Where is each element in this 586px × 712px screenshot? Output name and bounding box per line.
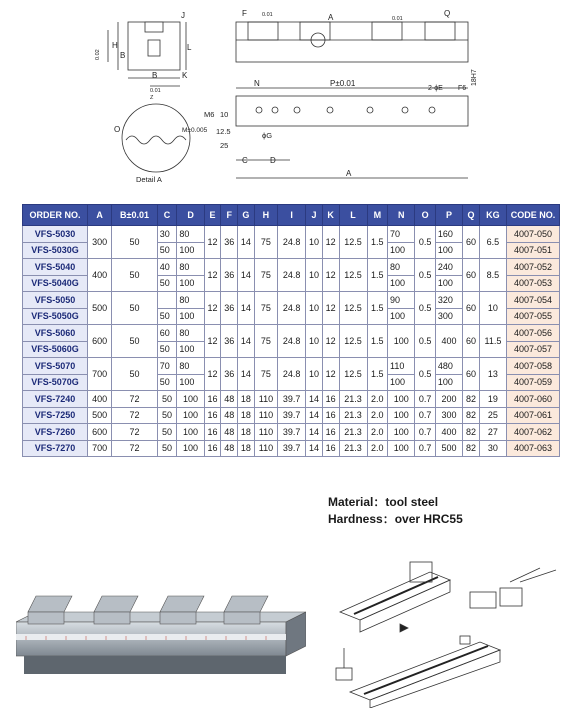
col-header: KG <box>479 205 506 226</box>
table-cell: 1.5 <box>367 226 387 259</box>
col-header: E <box>204 205 221 226</box>
col-header: I <box>278 205 306 226</box>
table-cell: 60 <box>463 325 480 358</box>
table-cell: 16 <box>322 407 339 424</box>
table-cell: 0.7 <box>415 391 435 408</box>
table-cell: 4007-054 <box>507 292 560 309</box>
table-cell: 500 <box>88 292 112 325</box>
table-cell: 100 <box>435 374 462 391</box>
table-cell: 40 <box>157 259 177 276</box>
table-cell: 10 <box>479 292 506 325</box>
table-cell: VFS-5060G <box>23 341 88 358</box>
col-header: CODE NO. <box>507 205 560 226</box>
col-header: C <box>157 205 177 226</box>
table-cell: 12.5 <box>339 292 367 325</box>
table-cell: 2.0 <box>367 424 387 441</box>
table-cell: 36 <box>221 259 238 292</box>
col-header: A <box>88 205 112 226</box>
table-cell: 75 <box>254 226 277 259</box>
col-header: Q <box>463 205 480 226</box>
table-cell: 12 <box>204 226 221 259</box>
table-cell: 16 <box>204 407 221 424</box>
table-cell: 320 <box>435 292 462 309</box>
table-cell: 100 <box>177 308 204 325</box>
table-cell: 14 <box>238 292 255 325</box>
table-cell: 24.8 <box>278 226 306 259</box>
dim-k: K <box>182 71 188 80</box>
table-cell: 2.0 <box>367 440 387 457</box>
table-cell: 12.5 <box>339 325 367 358</box>
label-a-top: A <box>328 13 334 22</box>
table-cell: VFS-5030 <box>23 226 88 243</box>
table-cell: 13 <box>479 358 506 391</box>
table-cell: 18 <box>238 391 255 408</box>
table-cell: 18 <box>238 424 255 441</box>
table-cell: 18 <box>238 440 255 457</box>
dim-12-5: 12.5 <box>216 127 231 136</box>
table-cell: 50 <box>157 424 177 441</box>
table-cell: 10 <box>306 226 323 259</box>
dim-18h7: 18H7 <box>471 69 478 86</box>
table-cell: 21.3 <box>339 440 367 457</box>
dim-d: D <box>270 156 276 165</box>
table-cell: 70 <box>157 358 177 375</box>
table-cell: 4007-060 <box>507 391 560 408</box>
material-block <box>328 494 463 528</box>
table-cell: 21.3 <box>339 424 367 441</box>
table-cell: 14 <box>306 391 323 408</box>
dim-b-bottom: B <box>152 71 158 80</box>
table-cell: 100 <box>435 242 462 259</box>
table-cell: 16 <box>322 391 339 408</box>
table-cell: 24.8 <box>278 292 306 325</box>
table-cell: 75 <box>254 259 277 292</box>
table-cell: 100 <box>388 407 415 424</box>
table-cell: 48 <box>221 424 238 441</box>
table-cell: 10 <box>306 292 323 325</box>
dim-a: A <box>346 169 352 178</box>
table-cell: 80 <box>177 358 204 375</box>
table-cell: 80 <box>177 226 204 243</box>
table-cell: 60 <box>463 226 480 259</box>
table-cell: 4007-061 <box>507 407 560 424</box>
table-cell: 0.5 <box>415 325 435 358</box>
table-cell: 30 <box>157 226 177 243</box>
table-cell: 2.0 <box>367 407 387 424</box>
table-cell: 72 <box>112 407 157 424</box>
front-view <box>236 22 468 62</box>
table-cell: 12 <box>204 259 221 292</box>
table-cell: 50 <box>157 391 177 408</box>
table-cell: 21.3 <box>339 407 367 424</box>
dim-2e: 2-ϕE <box>428 85 443 92</box>
table-cell: 72 <box>112 391 157 408</box>
col-header: F <box>221 205 238 226</box>
table-cell <box>157 292 177 309</box>
table-cell: 72 <box>112 424 157 441</box>
table-cell: 1.5 <box>367 358 387 391</box>
col-header: M <box>367 205 387 226</box>
table-cell: VFS-5040G <box>23 275 88 292</box>
table-cell: 82 <box>463 391 480 408</box>
product-photo <box>16 578 306 678</box>
table-cell: VFS-5050 <box>23 292 88 309</box>
table-cell: 4007-050 <box>507 226 560 243</box>
tol-150-a: 0.01 <box>150 88 161 94</box>
table-cell: 12 <box>204 325 221 358</box>
table-cell: 70 <box>388 226 415 243</box>
table-cell: 48 <box>221 391 238 408</box>
table-cell: 82 <box>463 407 480 424</box>
dim-10: 10 <box>220 110 229 119</box>
dim-m6: M6 <box>204 110 215 119</box>
table-cell: 100 <box>388 325 415 358</box>
table-cell: 48 <box>221 407 238 424</box>
col-header: J <box>306 205 323 226</box>
hardness-line <box>328 511 463 528</box>
table-row <box>23 407 560 424</box>
table-cell: 25 <box>479 407 506 424</box>
table-cell: 75 <box>254 325 277 358</box>
detail-a-caption: Detail A <box>136 175 162 184</box>
dim-25: 25 <box>220 141 229 150</box>
table-cell: 600 <box>88 325 112 358</box>
table-cell: 6.5 <box>479 226 506 259</box>
table-cell: 18 <box>238 407 255 424</box>
table-cell: 39.7 <box>278 391 306 408</box>
table-cell: 4007-063 <box>507 440 560 457</box>
technical-drawing <box>0 0 586 200</box>
table-cell: VFS-5030G <box>23 242 88 259</box>
table-cell: 400 <box>88 391 112 408</box>
table-cell: 0.7 <box>415 440 435 457</box>
table-cell: 300 <box>435 407 462 424</box>
table-cell: 50 <box>112 259 157 292</box>
material-value: tool steel <box>385 495 439 509</box>
table-cell: 4007-058 <box>507 358 560 375</box>
table-cell: 50 <box>112 325 157 358</box>
dim-p: P±0.01 <box>330 79 356 88</box>
table-cell: 12.5 <box>339 358 367 391</box>
detail-o: O <box>114 125 121 134</box>
table-cell: 100 <box>388 424 415 441</box>
table-cell: 300 <box>435 308 462 325</box>
col-header: H <box>254 205 277 226</box>
table-cell: 200 <box>435 391 462 408</box>
label-q: Q <box>444 9 451 18</box>
table-cell: 16 <box>322 424 339 441</box>
table-cell: 100 <box>177 374 204 391</box>
table-cell: 39.7 <box>278 440 306 457</box>
table-cell: 24.8 <box>278 325 306 358</box>
table-cell: 36 <box>221 325 238 358</box>
table-cell: 110 <box>254 391 277 408</box>
table-cell: 12 <box>322 259 339 292</box>
table-cell: 0.5 <box>415 259 435 292</box>
table-cell: 14 <box>306 424 323 441</box>
table-cell: 100 <box>177 440 204 457</box>
table-cell: 1.5 <box>367 259 387 292</box>
table-cell: 4007-062 <box>507 424 560 441</box>
table-cell: 500 <box>88 407 112 424</box>
table-cell: 50 <box>157 374 177 391</box>
col-header: ORDER NO. <box>23 205 88 226</box>
table-cell: 110 <box>388 358 415 375</box>
spec-table-body <box>23 226 560 457</box>
table-cell: 16 <box>204 391 221 408</box>
table-cell: 100 <box>177 275 204 292</box>
table-cell: 100 <box>435 275 462 292</box>
material-line <box>328 494 463 511</box>
dim-j: J <box>181 11 185 20</box>
tol-top-left: 0.01 <box>262 12 273 18</box>
table-cell: 80 <box>177 259 204 276</box>
table-cell: 60 <box>463 259 480 292</box>
table-cell: 50 <box>157 440 177 457</box>
table-cell: 90 <box>388 292 415 309</box>
table-cell: VFS-5060 <box>23 325 88 342</box>
table-cell: 100 <box>177 407 204 424</box>
table-cell: 0.7 <box>415 424 435 441</box>
table-cell: 36 <box>221 358 238 391</box>
table-cell: 14 <box>238 226 255 259</box>
table-cell: 100 <box>388 374 415 391</box>
table-cell: 700 <box>88 358 112 391</box>
table-cell: 1.5 <box>367 292 387 325</box>
table-cell: VFS-7260 <box>23 424 88 441</box>
table-cell: 14 <box>306 440 323 457</box>
col-header: P <box>435 205 462 226</box>
table-cell: 100 <box>388 242 415 259</box>
table-cell: 4007-051 <box>507 242 560 259</box>
table-cell: 16 <box>322 440 339 457</box>
table-cell: 50 <box>157 308 177 325</box>
table-cell: 50 <box>157 341 177 358</box>
tol-top-right: 0.01 <box>392 16 403 22</box>
table-cell: 30 <box>479 440 506 457</box>
material-sep: ： <box>373 495 386 509</box>
tol-z: Z <box>150 95 154 101</box>
material-label: Material <box>328 495 374 509</box>
table-cell: VFS-7270 <box>23 440 88 457</box>
col-header: G <box>238 205 255 226</box>
col-header: B±0.01 <box>112 205 157 226</box>
table-cell: 2.0 <box>367 391 387 408</box>
table-row <box>23 325 560 342</box>
table-cell: 50 <box>112 292 157 325</box>
hardness-label: Hardness <box>328 512 383 526</box>
table-row <box>23 226 560 243</box>
spec-table <box>22 204 560 457</box>
col-header: L <box>339 205 367 226</box>
table-cell: 39.7 <box>278 407 306 424</box>
table-cell: 21.3 <box>339 391 367 408</box>
table-cell: 100 <box>388 275 415 292</box>
dim-l: L <box>187 43 192 52</box>
table-cell: 24.8 <box>278 358 306 391</box>
table-cell: 24.8 <box>278 259 306 292</box>
table-row <box>23 424 560 441</box>
table-cell: 4007-052 <box>507 259 560 276</box>
table-row <box>23 259 560 276</box>
table-cell: 4007-056 <box>507 325 560 342</box>
col-header: O <box>415 205 435 226</box>
table-cell: 4007-059 <box>507 374 560 391</box>
table-cell: 0.7 <box>415 407 435 424</box>
table-cell: VFS-5070G <box>23 374 88 391</box>
table-cell: 110 <box>254 440 277 457</box>
table-cell: 75 <box>254 292 277 325</box>
table-cell: 0.5 <box>415 358 435 391</box>
dim-f6: F6 <box>458 85 467 92</box>
table-cell: VFS-5050G <box>23 308 88 325</box>
table-cell: 50 <box>112 226 157 259</box>
table-cell: 110 <box>254 407 277 424</box>
table-cell: 16 <box>204 440 221 457</box>
table-cell: 50 <box>157 275 177 292</box>
table-cell: 10 <box>306 325 323 358</box>
table-cell: 300 <box>88 226 112 259</box>
table-cell: 12 <box>204 292 221 325</box>
table-cell: VFS-7240 <box>23 391 88 408</box>
table-cell: 11.5 <box>479 325 506 358</box>
table-cell: 480 <box>435 358 462 375</box>
hardness-value: over HRC55 <box>394 512 463 526</box>
table-cell: 39.7 <box>278 424 306 441</box>
table-cell: 72 <box>112 440 157 457</box>
table-cell: 240 <box>435 259 462 276</box>
table-cell: 10 <box>306 358 323 391</box>
col-header: N <box>388 205 415 226</box>
table-cell: 100 <box>177 391 204 408</box>
table-cell: 600 <box>88 424 112 441</box>
table-cell: 50 <box>112 358 157 391</box>
table-cell: 100 <box>388 391 415 408</box>
table-cell: 48 <box>221 440 238 457</box>
table-cell: 12.5 <box>339 259 367 292</box>
dim-g: ϕG <box>262 131 273 140</box>
table-cell: 60 <box>157 325 177 342</box>
table-cell: 12 <box>204 358 221 391</box>
table-cell: 75 <box>254 358 277 391</box>
table-cell: 80 <box>177 325 204 342</box>
table-cell: 27 <box>479 424 506 441</box>
table-cell: 110 <box>254 424 277 441</box>
col-header: D <box>177 205 204 226</box>
table-cell: 12.5 <box>339 226 367 259</box>
table-cell: 12 <box>322 226 339 259</box>
dim-h: H <box>112 41 118 50</box>
table-cell: 8.5 <box>479 259 506 292</box>
table-cell: 1.5 <box>367 325 387 358</box>
table-cell: 50 <box>157 407 177 424</box>
table-cell: 82 <box>463 440 480 457</box>
table-cell: 100 <box>177 424 204 441</box>
table-cell: 400 <box>88 259 112 292</box>
table-row <box>23 292 560 309</box>
dim-n: N <box>254 79 260 88</box>
table-cell: 12 <box>322 325 339 358</box>
spec-header-row <box>23 205 560 226</box>
table-cell: 4007-053 <box>507 275 560 292</box>
table-cell: 36 <box>221 226 238 259</box>
table-cell: 10 <box>306 259 323 292</box>
table-cell: 14 <box>238 259 255 292</box>
table-cell: 100 <box>177 242 204 259</box>
table-cell: 100 <box>388 308 415 325</box>
table-cell: 14 <box>238 325 255 358</box>
table-cell: 400 <box>435 424 462 441</box>
table-cell: 500 <box>435 440 462 457</box>
table-cell: VFS-5070 <box>23 358 88 375</box>
table-cell: 4007-057 <box>507 341 560 358</box>
table-cell: 100 <box>388 440 415 457</box>
assembly-drawing <box>320 552 576 708</box>
table-cell: 0.5 <box>415 292 435 325</box>
table-cell: 12 <box>322 358 339 391</box>
table-cell: 60 <box>463 358 480 391</box>
table-cell: VFS-5040 <box>23 259 88 276</box>
table-cell: 36 <box>221 292 238 325</box>
detail-m: M±0.005 <box>182 127 208 134</box>
table-cell: 12 <box>322 292 339 325</box>
table-row <box>23 358 560 375</box>
table-cell: 80 <box>177 292 204 309</box>
table-cell: 14 <box>306 407 323 424</box>
detail-a-view <box>122 104 190 172</box>
table-cell: 16 <box>204 424 221 441</box>
table-row <box>23 440 560 457</box>
hardness-sep: ： <box>382 512 395 526</box>
table-cell: 19 <box>479 391 506 408</box>
dim-b: B <box>120 51 126 60</box>
table-cell: 14 <box>238 358 255 391</box>
label-f: F <box>242 9 247 18</box>
table-cell: 0.5 <box>415 226 435 259</box>
dim-c: C <box>242 156 248 165</box>
table-cell: 400 <box>435 325 462 358</box>
table-row <box>23 391 560 408</box>
flatness-tol: 0.02 <box>95 49 101 60</box>
table-cell: 160 <box>435 226 462 243</box>
table-cell: 4007-055 <box>507 308 560 325</box>
col-header: K <box>322 205 339 226</box>
table-cell: 700 <box>88 440 112 457</box>
table-cell: 82 <box>463 424 480 441</box>
table-cell: 60 <box>463 292 480 325</box>
table-cell: 80 <box>388 259 415 276</box>
table-cell: VFS-7250 <box>23 407 88 424</box>
table-cell: 100 <box>177 341 204 358</box>
table-cell: 50 <box>157 242 177 259</box>
